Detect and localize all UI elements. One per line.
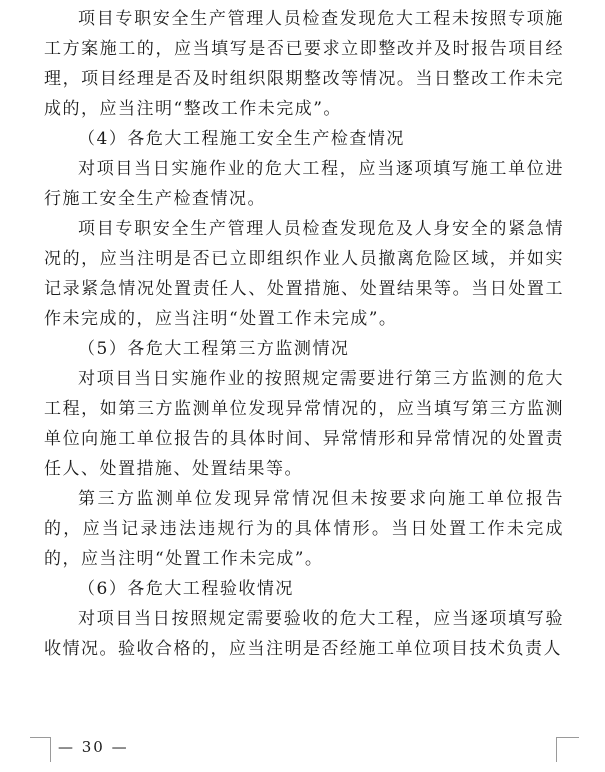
- paragraph-monitoring-violation: 第三方监测单位发现异常情况但未按要求向施工单位报告的，应当记录违法违规行为的具体情形。当日处置工作未完成的，应当注明“处置工作未完成”。: [44, 489, 564, 569]
- paragraph-monitoring-abnormal: 对项目当日实施作业的按照规定需要进行第三方监测的危大工程，如第三方监测单位发现异常情况的，应当填写第三方监测单位向施工单位报告的具体时间、异常情形和异常情况的处置责任人、处置措施、处置结果等。: [44, 369, 564, 479]
- section-heading-acceptance: （6）各危大工程验收情况: [78, 579, 294, 599]
- document-body: [44, 4, 564, 664]
- section-heading-safety-inspection: （4）各危大工程施工安全生产检查情况: [78, 129, 405, 149]
- section-heading-third-party-monitoring: （5）各危大工程第三方监测情况: [78, 339, 350, 359]
- page-number: — 30 —: [58, 738, 129, 756]
- crop-mark-right: [556, 737, 579, 762]
- crop-mark-left: [30, 737, 51, 762]
- paragraph-inspection-fill: 对项目当日实施作业的危大工程，应当逐项填写施工单位进行施工安全生产检查情况。: [44, 159, 564, 209]
- paragraph-acceptance: 对项目当日按照规定需要验收的危大工程，应当逐项填写验收情况。验收合格的，应当注明是否经施工单位项目技术负责人: [44, 609, 564, 659]
- paragraph-emergency: 项目专职安全生产管理人员检查发现危及人身安全的紧急情况的，应当注明是否已立即组织作业人员撤离危险区域，并如实记录紧急情况处置责任人、处置措施、处置结果等。当日处置工作未完成的，应当注明“处置工作未完成”。: [44, 219, 564, 329]
- paragraph-rectification: 项目专职安全生产管理人员检查发现危大工程未按照专项施工方案施工的，应当填写是否已要求立即整改并及时报告项目经理，项目经理是否及时组织限期整改等情况。当日整改工作未完成的，应当注明“整改工作未完成”。: [44, 9, 564, 119]
